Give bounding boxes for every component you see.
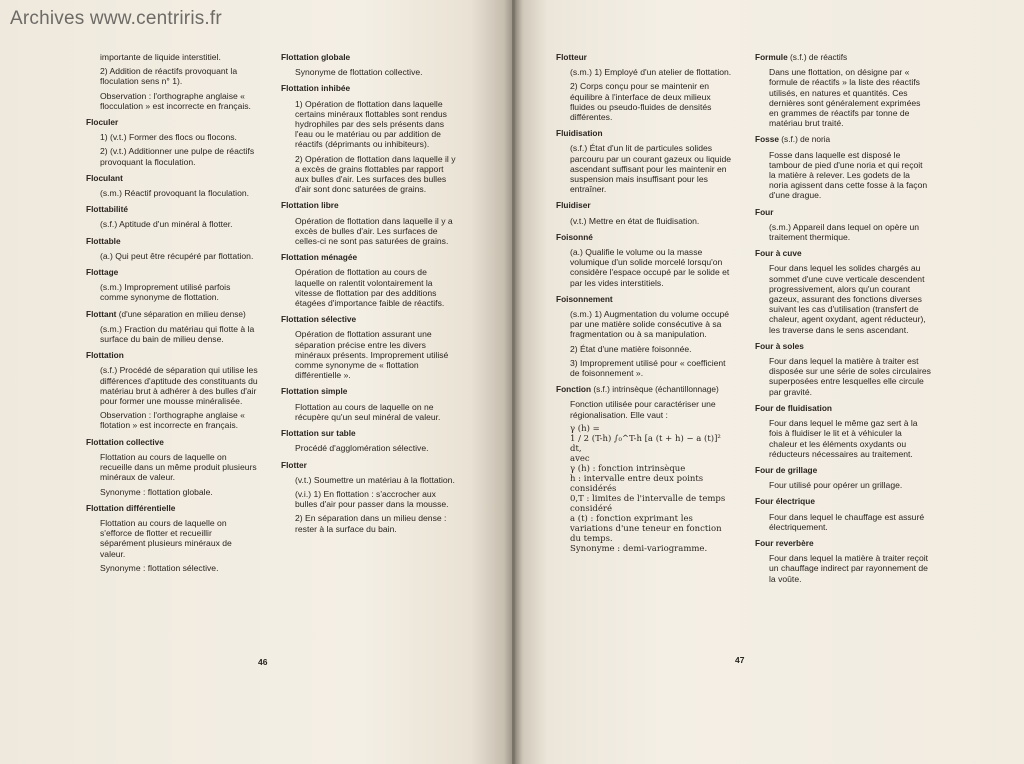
dictionary-entry (556, 294, 732, 378)
entry-term: Fonction (s.f.) intrinsèque (échantillonnage) (556, 384, 719, 395)
dictionary-entry (281, 252, 457, 308)
dictionary-entry (86, 309, 258, 345)
dictionary-entry (86, 437, 258, 497)
entry-definition: (s.m.) Réactif provoquant la floculation. (100, 188, 250, 199)
entry-term: Flottation collective (86, 436, 164, 447)
entry-term: Four électrique (755, 496, 815, 507)
entry-definition: (s.m.) 1) Augmentation du volume occupé par une matière solide consécutive à sa fragmentation ou à sa manipulation. (570, 309, 730, 340)
entry-definition: Opération de flottation dans laquelle il y a excès de bulles d'air. Les surfaces de celles-ci ne sont pas saturées de grains. (295, 215, 453, 247)
entry-definition: 2) Corps conçu pour se maintenir en équilibre à l'interface de deux milieux fluides ou pseudo-fluides de densités différentes. (570, 81, 712, 123)
entry-term: Four de grillage (755, 464, 818, 475)
formula-line: 0,T : limites de l'intervalle de temps considéré (570, 493, 726, 514)
entry-definition: 2) (v.t.) Additionner une pulpe de réactifs provoquant la floculation. (100, 146, 255, 167)
dictionary-entry (86, 117, 258, 167)
entry-definition: Four utilisé pour opérer un grillage. (769, 480, 903, 491)
entry-definition: (s.m.) Appareil dans lequel on opère un traitement thermique. (769, 221, 920, 243)
entry-term: Four à soles (755, 340, 804, 351)
book-gutter (504, 0, 524, 764)
entry-term: Flotter (281, 459, 307, 470)
dictionary-entry (556, 52, 732, 122)
dictionary-entry (556, 200, 732, 225)
dictionary-entry (556, 128, 732, 194)
dictionary-entry (86, 173, 258, 198)
dictionary-entry (755, 134, 931, 200)
entry-definition: Observation : l'orthographe anglaise « flotation » est incorrecte en français. (100, 410, 245, 431)
entry-definition: 2) En séparation dans un milieu dense : rester à la surface du bain. (295, 513, 447, 534)
dictionary-entry (86, 503, 258, 573)
entry-term: Flottation sélective (281, 314, 357, 325)
entry-definition: (s.m.) Improprement utilisé parfois comme synonyme de flottation. (100, 282, 231, 303)
dictionary-entry (755, 207, 931, 243)
dictionary-entry (556, 232, 732, 288)
entry-definition: Opération de flottation au cours de laquelle on ralentit volontairement la vitesse de flottation par des additions étagées d'importance faible de réactifs. (295, 267, 445, 309)
entry-definition: Synonyme : flottation sélective. (100, 562, 219, 573)
entry-definition: (s.f.) Aptitude d'un minéral à flotter. (100, 219, 233, 230)
entry-term: Four reverbère (755, 537, 814, 548)
entry-definition: Four dans lequel les solides chargés au sommet d'une cuve verticale descendent progressivement, alors qu'un courant gazeux, assurant des fonctions diverses suivant les cas d'utilisation (transfert de chaleur, agent oxydant, agent réducteur), les traverse dans le sens ascendant. (769, 263, 926, 335)
dictionary-entry (556, 384, 732, 554)
formula-line: 1 / 2 (T-h) ∫₀^T-h [a (t + h) − a (t)]² dt, (570, 433, 721, 454)
entry-term: Flottation ménagée (281, 252, 358, 263)
entry-term: Floculant (86, 172, 123, 183)
dictionary-entry (281, 428, 457, 453)
entry-term: Flottation globale (281, 52, 351, 62)
entry-definition: 3) Improprement utilisé pour « coefficient de foisonnement ». (570, 357, 726, 379)
entry-term: Flottant (d'une séparation en milieu dense) (86, 308, 246, 319)
entry-definition: (v.t.) Soumettre un matériau à la flottation. (295, 474, 455, 485)
dictionary-entry (755, 248, 931, 335)
entry-definition: Flottation au cours de laquelle on ne récupère qu'un seul minéral de valeur. (295, 401, 441, 422)
dictionary-entry (281, 314, 457, 380)
entry-definition: (v.i.) 1) En flottation : s'accrocher aux bulles d'air pour passer dans la mousse. (295, 488, 449, 510)
dictionary-entry (755, 52, 931, 128)
watermark: Archives www.centriris.fr (10, 8, 222, 29)
entry-definition: (s.m.) 1) Employé d'un atelier de flottation. (570, 67, 732, 78)
entry-grammar: (d'une séparation en milieu dense) (116, 308, 246, 319)
dictionary-entry (86, 236, 258, 261)
entry-term: Floculer (86, 117, 119, 128)
entry-definition: 2) Opération de flottation dans laquelle il y a excès de grains flottables par rapport aux bulles d'air. Les surfaces des bulles d'air sont donc saturées de grains. (295, 153, 456, 195)
entry-definition: Procédé d'agglomération sélective. (295, 443, 429, 454)
entry-grammar: (s.f.) de réactifs (787, 52, 848, 62)
dictionary-entry (281, 52, 457, 77)
dictionary-entry (755, 465, 931, 490)
entry-definition: 2) Addition de réactifs provoquant la floculation sens n° 1). (100, 66, 238, 87)
entry-definition: (s.f.) État d'un lit de particules solides parcouru par un courant gazeux ou liquide ascendant suffisant pour les maintenir en suspension mais insuffisant pour les entraîner. (570, 143, 732, 195)
entry-term: Four de fluidisation (755, 402, 832, 413)
entry-term: Fosse (s.f.) de noria (755, 134, 831, 145)
entry-term: Flottation inhibée (281, 83, 351, 94)
entry-definition: importante de liquide interstitiel. (100, 52, 221, 62)
entry-term: Four à cuve (755, 248, 802, 259)
entry-definition: Four dans lequel le même gaz sert à la fois à fluidiser le lit et à véhiculer la chaleur et les éléments oxydants ou réducteurs nécessaires au traitement. (769, 418, 918, 459)
entry-grammar: (s.f.) intrinsèque (échantillonnage) (591, 384, 719, 395)
left-column-2 (281, 52, 457, 540)
entry-definition: 1) Opération de flottation dans laquelle certains minéraux flottables sont rendus hydrophiles par des sels présents dans l'eau ou le matériau ou par addition de réactifs (déprimants ou inhibiteurs). (295, 98, 447, 150)
dictionary-entry (755, 341, 931, 397)
entry-term: Flottation (86, 350, 124, 361)
entry-term: Flottable (86, 235, 121, 246)
entry-term: Flotteur (556, 52, 587, 62)
page-number-right: 47 (735, 655, 745, 665)
entry-definition: Four dans lequel le chauffage est assuré électriquement. (769, 511, 925, 532)
entry-definition: Observation : l'orthographe anglaise « flocculation » est incorrecte en français. (100, 90, 251, 111)
entry-definition: Synonyme : flottation globale. (100, 486, 213, 497)
entry-term: Flottation libre (281, 200, 339, 211)
right-column-1 (556, 52, 732, 560)
entry-definition: (a.) Qualifie le volume ou la masse volumique d'un solide morcelé lorsqu'on considère l'espace occupé par le solide et par les vides interstitiels. (570, 247, 730, 288)
formula-line: avec (570, 453, 590, 464)
entry-definition: Synonyme de flottation collective. (295, 67, 423, 78)
formula-line: h : intervalle entre deux points considérés (570, 473, 704, 494)
entry-term: Flottage (86, 267, 119, 278)
entry-definition: Fonction utilisée pour caractériser une régionalisation. Elle vaut : (570, 399, 716, 420)
entry-definition: (s.m.) Fraction du matériau qui flotte à la surface du bain de milieu dense. (100, 323, 255, 345)
dictionary-entry (281, 83, 457, 194)
right-page (512, 0, 1024, 764)
entry-definition: Four dans lequel la matière à traiter reçoit un chauffage indirect par rayonnement de la voûte. (769, 553, 929, 584)
entry-term: Fluidisation (556, 128, 603, 139)
dictionary-entry (86, 204, 258, 229)
dictionary-entry (281, 200, 457, 246)
entry-definition: Fosse dans laquelle est disposé le tambour de pied d'une noria et qui reçoit la matière à relever. Les godets de la noria agissent dans cette fosse à la façon d'une drague. (769, 149, 928, 201)
page-number-left: 46 (258, 657, 268, 667)
dictionary-entry (755, 403, 931, 459)
entry-term: Flottabilité (86, 204, 128, 215)
dictionary-entry (281, 386, 457, 422)
right-column-2 (755, 52, 931, 590)
formula-line: Synonyme : demi-variogramme. (570, 543, 708, 554)
entry-definition: Four dans lequel la matière à traiter est disposée sur une série de soles circulaires superposées entre lesquelles elle circule par gravité. (769, 356, 931, 397)
entry-definition: Flottation au cours de laquelle on recueille dans un même produit plusieurs minéraux de valeur. (100, 451, 257, 483)
entry-term: Formule (s.f.) de réactifs (755, 52, 848, 62)
entry-term: Flottation simple (281, 386, 348, 397)
formula-line: γ (h) = (570, 423, 600, 434)
dictionary-entry (755, 496, 931, 532)
entry-term: Fluidiser (556, 200, 591, 211)
formula-line: a (t) : fonction exprimant les variations d'une teneur en fonction du temps. (570, 513, 722, 544)
entry-definition: Dans une flottation, on désigne par « formule de réactifs » la liste des réactifs utilisés, en natures et quantités. Ces dernières sont généralement exprimées en grammes de réactifs par tonne de matériau brut traité. (769, 67, 921, 129)
left-column-1 (86, 52, 258, 579)
entry-term: Flottation sur table (281, 428, 356, 439)
dictionary-entry (86, 267, 258, 303)
entry-term: Flottation différentielle (86, 502, 176, 513)
entry-definition: Opération de flottation assurant une séparation précise entre les divers minéraux présents. Improprement utilisé comme synonyme de « flottation différentielle ». (295, 329, 449, 381)
entry-definition: 2) État d'une matière foisonnée. (570, 343, 692, 354)
dictionary-entry (755, 538, 931, 584)
entry-definition: Flottation au cours de laquelle on s'efforce de flotter et recueillir séparément plusieurs minéraux de valeur. (100, 517, 232, 559)
entry-definition: (s.f.) Procédé de séparation qui utilise les différences d'aptitude des constituants du matériau brut à adhérer à des bulles d'air pour former une mousse minéralisée. (100, 365, 258, 407)
dictionary-entry (281, 460, 457, 534)
entry-definition: (v.t.) Mettre en état de fluidisation. (570, 215, 700, 226)
entry-term: Four (755, 206, 774, 217)
entry-definition: (a.) Qui peut être récupéré par flottation. (100, 250, 254, 261)
entry-definition: 1) (v.t.) Former des flocs ou flocons. (100, 132, 237, 143)
entry-term: Foisonné (556, 231, 593, 242)
entry-grammar: (s.f.) de noria (778, 134, 831, 145)
entry-term: Foisonnement (556, 293, 613, 304)
dictionary-entry (86, 350, 258, 430)
formula-line: γ (h) : fonction intrinsèque (570, 463, 686, 474)
dictionary-entry (86, 52, 258, 111)
